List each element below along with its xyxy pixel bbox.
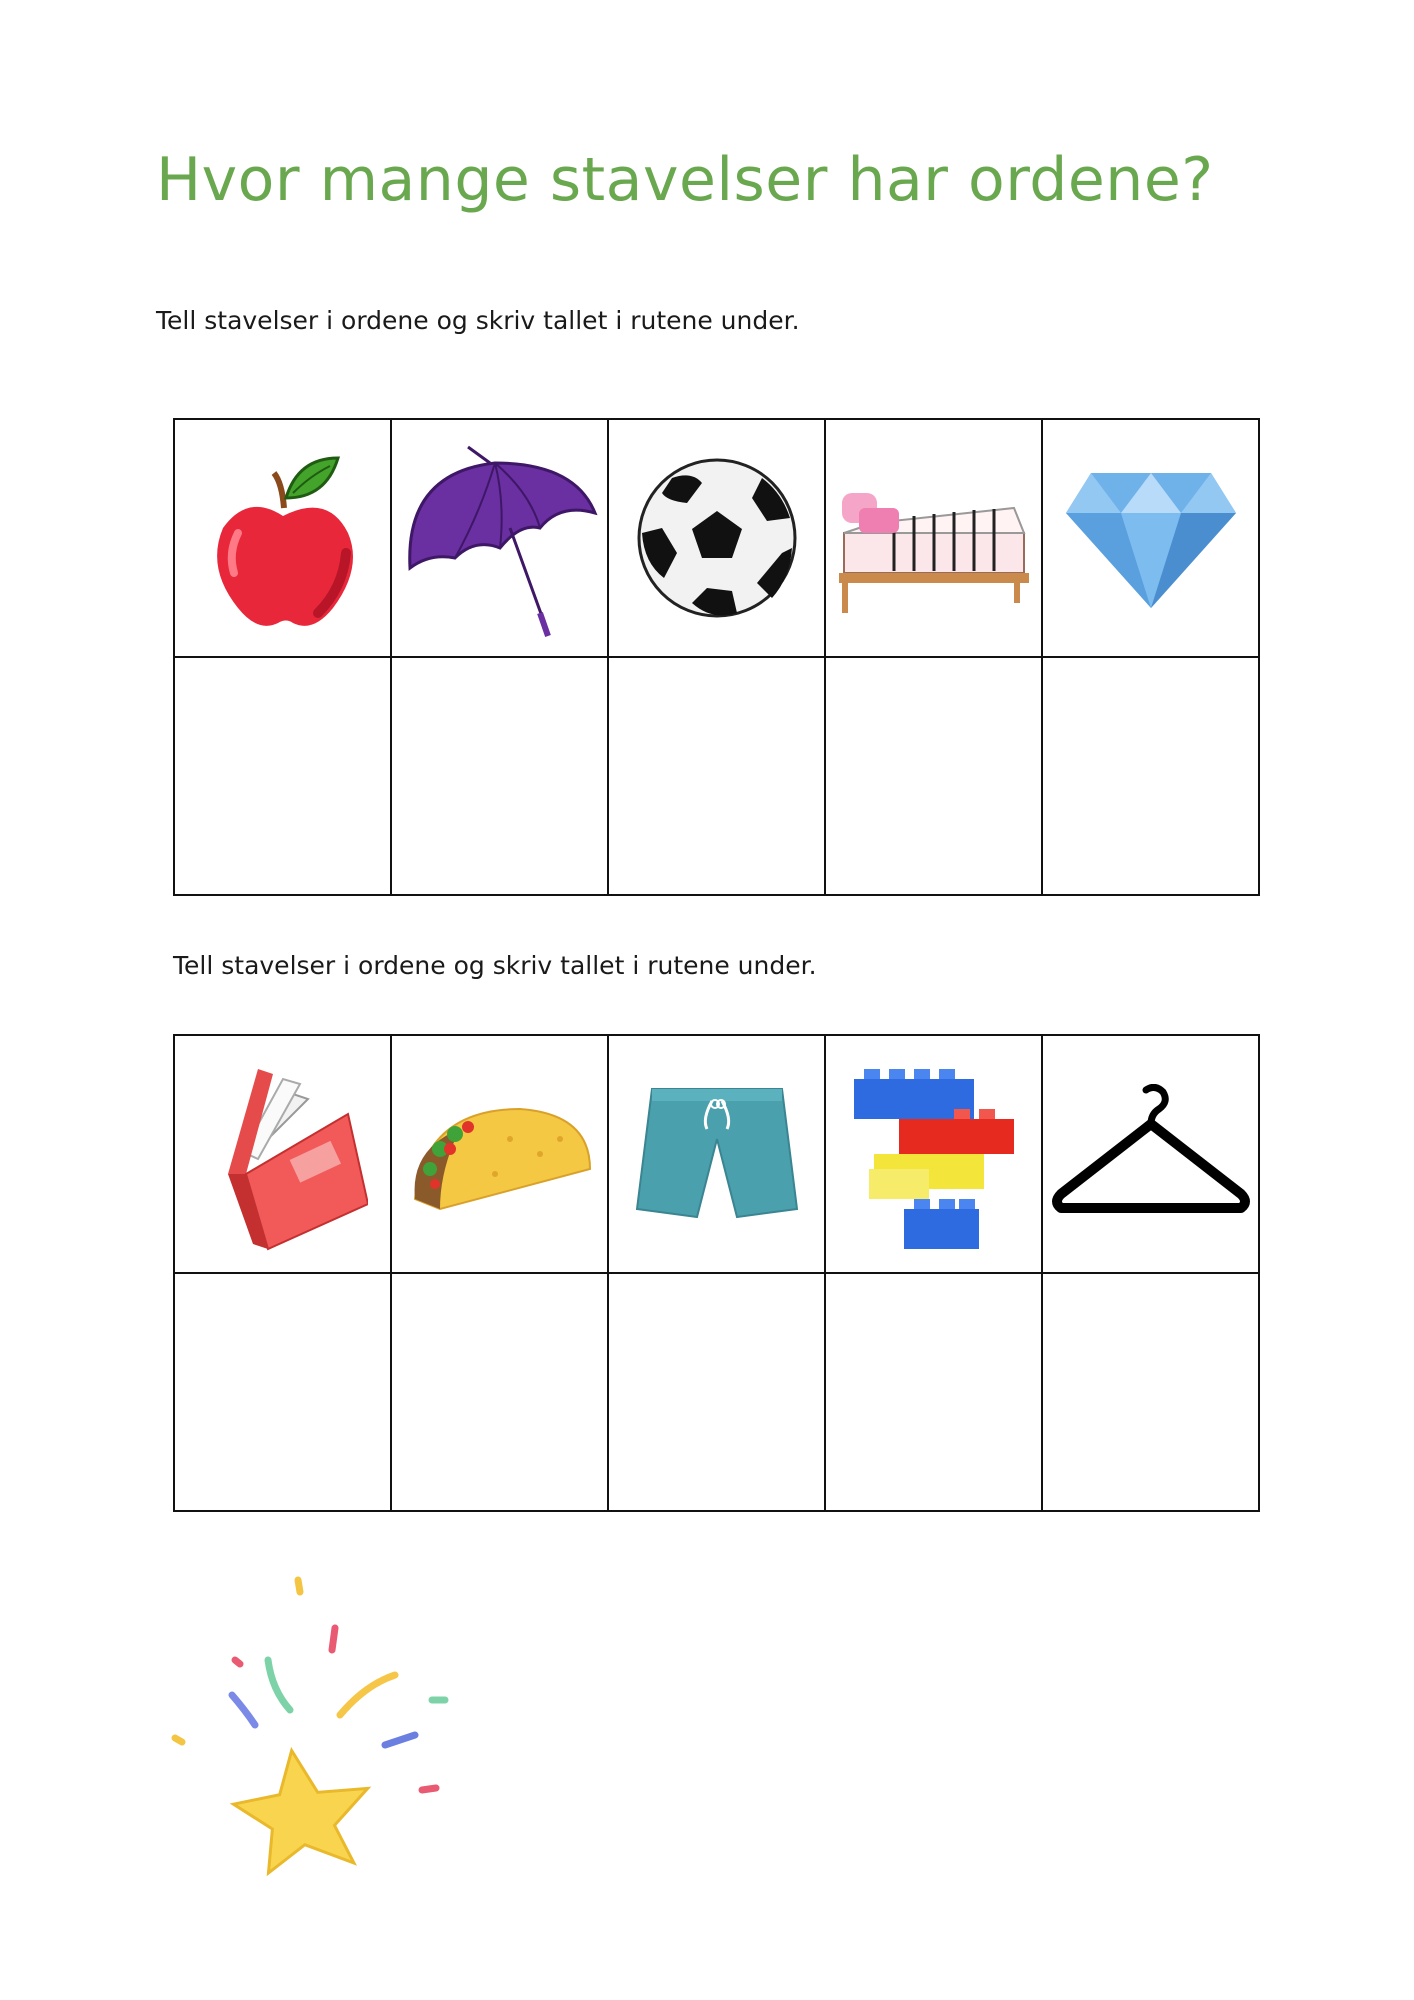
syllable-grid-1 — [173, 418, 1260, 896]
picture-cell-diamond — [1042, 419, 1259, 657]
picture-row — [174, 1035, 1259, 1273]
page-title: Hvor mange stavelser har ordene? — [156, 145, 1214, 215]
answer-cell-book[interactable] — [174, 1273, 391, 1511]
picture-cell-hanger — [1042, 1035, 1259, 1273]
answer-cell-shorts[interactable] — [608, 1273, 825, 1511]
picture-cell-football — [608, 419, 825, 657]
star-sparkle-icon — [160, 1570, 480, 1890]
answer-cell-apple[interactable] — [174, 657, 391, 895]
syllable-grid-2 — [173, 1034, 1260, 1512]
instruction-2: Tell stavelser i ordene og skriv tallet i rutene under. — [173, 951, 817, 980]
answer-cell-lego[interactable] — [825, 1273, 1042, 1511]
shorts-icon — [627, 1079, 807, 1229]
picture-cell-bed — [825, 419, 1042, 657]
answer-cell-diamond[interactable] — [1042, 657, 1259, 895]
bed-icon — [834, 453, 1034, 623]
book-icon — [198, 1054, 368, 1254]
instruction-1: Tell stavelser i ordene og skriv tallet i rutene under. — [156, 306, 800, 335]
picture-cell-apple — [174, 419, 391, 657]
answer-cell-hanger[interactable] — [1042, 1273, 1259, 1511]
picture-cell-book — [174, 1035, 391, 1273]
answer-row — [174, 1273, 1259, 1511]
picture-row — [174, 419, 1259, 657]
answer-cell-bed[interactable] — [825, 657, 1042, 895]
picture-cell-lego — [825, 1035, 1042, 1273]
apple-icon — [198, 438, 368, 638]
picture-cell-taco — [391, 1035, 608, 1273]
answer-cell-umbrella[interactable] — [391, 657, 608, 895]
diamond-icon — [1061, 463, 1241, 613]
picture-cell-shorts — [608, 1035, 825, 1273]
picture-cell-umbrella — [391, 419, 608, 657]
umbrella-icon — [400, 433, 600, 643]
taco-icon — [400, 1089, 600, 1219]
football-icon — [632, 453, 802, 623]
answer-cell-football[interactable] — [608, 657, 825, 895]
answer-cell-taco[interactable] — [391, 1273, 608, 1511]
hanger-icon — [1051, 1084, 1251, 1224]
answer-row — [174, 657, 1259, 895]
lego-bricks-icon — [844, 1054, 1024, 1254]
